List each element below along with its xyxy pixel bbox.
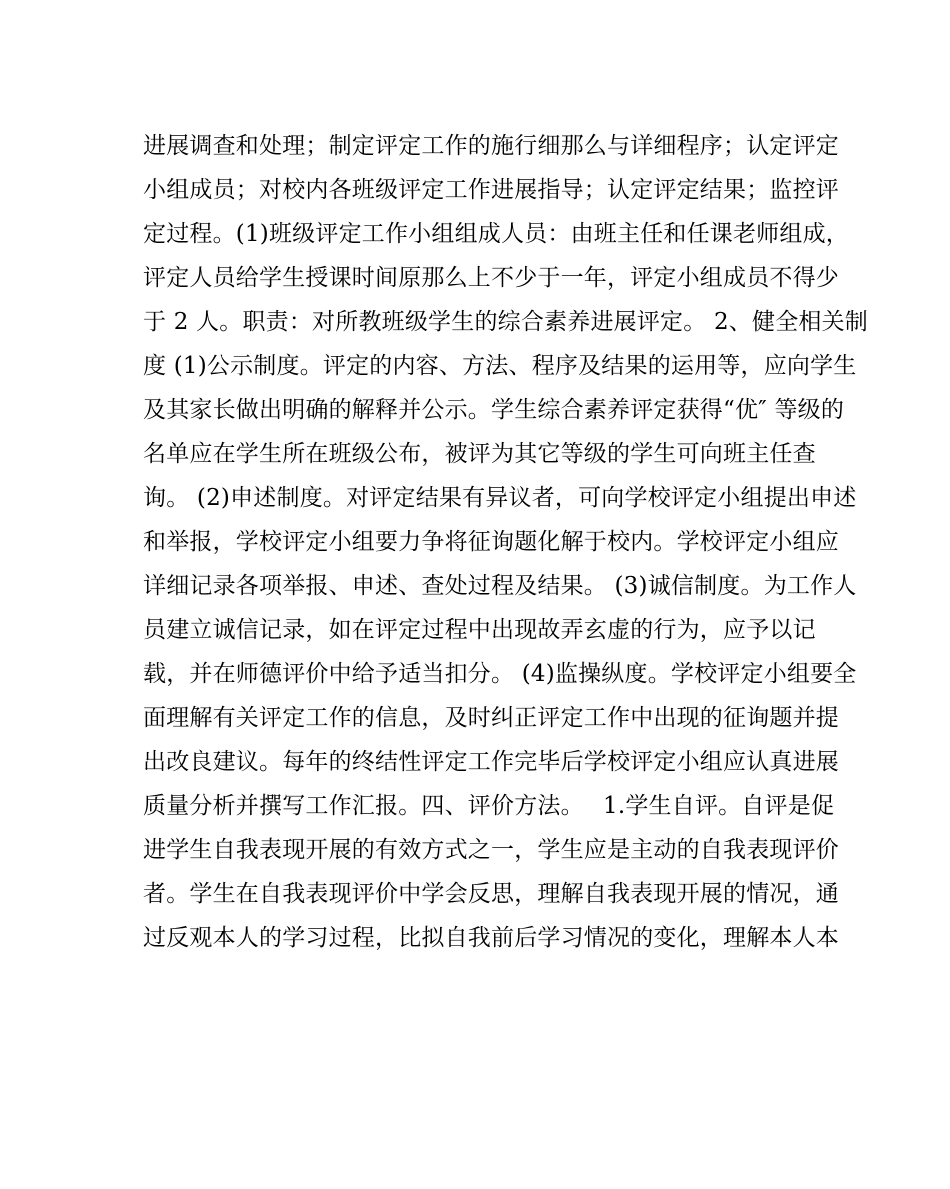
text-line: 及其家长做出明确的解释并公示。学生综合素养评定获得“优″ 等级的 [143, 397, 845, 423]
text-line: 员建立诚信记录，如在评定过程中出现故弄玄虚的行为，应予以记 [143, 617, 816, 643]
text-line: 小组成员；对校内各班级评定工作进展指导；认定评定结果；监控评 [143, 177, 839, 203]
text-line: 进展调查和处理；制定评定工作的施行细那么与详细程序；认定评定 [143, 133, 839, 159]
text-line: 评定人员给学生授课时间原那么上不少于一年，评定小组成员不得少 [143, 265, 839, 291]
text-line: 者。学生在自我表现评价中学会反思，理解自我表现开展的情况，通 [143, 881, 839, 907]
body-text [143, 124, 868, 960]
text-line: 出改良建议。每年的终结性评定工作完毕后学校评定小组应认真进展 [143, 749, 839, 775]
text-line: 进学生自我表现开展的有效方式之一，学生应是主动的自我表现评价 [143, 837, 839, 863]
text-line: 详细记录各项举报、申述、查处过程及结果。 (3)诚信制度。为工作人 [143, 573, 857, 599]
text-line: 质量分析并撰写工作汇报。四、评价方法。 1.学生自评。自评是促 [143, 793, 835, 819]
text-line: 和举报，学校评定小组要力争将征询题化解于校内。学校评定小组应 [143, 529, 839, 555]
text-line: 面理解有关评定工作的信息，及时纠正评定工作中出现的征询题并提 [143, 705, 839, 731]
text-line: 过反观本人的学习过程，比拟自我前后学习情况的变化，理解本人本 [143, 925, 839, 951]
text-line: 名单应在学生所在班级公布，被评为其它等级的学生可向班主任查 [143, 441, 816, 467]
text-line: 于 2 人。职责：对所教班级学生的综合素养进展评定。 2、健全相关制 [143, 309, 868, 335]
text-line: 定过程。(1)班级评定工作小组组成人员：由班主任和任课老师组成， [143, 221, 849, 247]
text-line: 询。 (2)申述制度。对评定结果有异议者，可向学校评定小组提出申述 [143, 485, 857, 511]
text-line: 载，并在师德评价中给予适当扣分。 (4)监操纵度。学校评定小组要全 [143, 661, 857, 687]
text-line: 度 (1)公示制度。评定的内容、方法、程序及结果的运用等，应向学生 [143, 353, 857, 379]
